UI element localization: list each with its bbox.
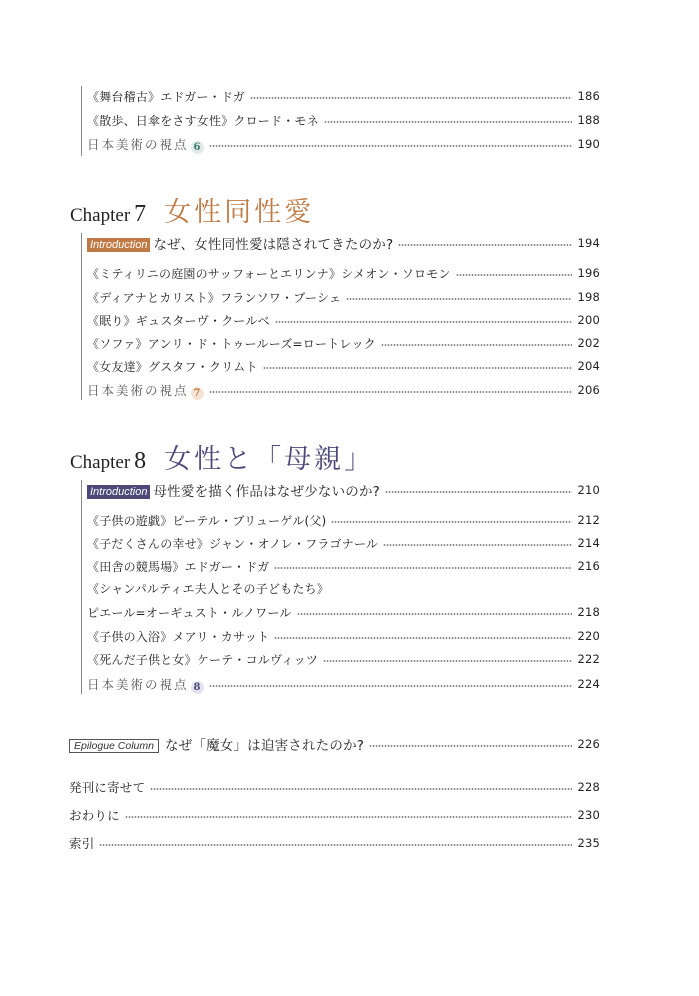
leader-dots (274, 567, 572, 569)
page-number: 214 (577, 536, 600, 550)
entry-title: ピエール=オーギュスト・ルノワール (87, 605, 292, 620)
leader-dots (125, 816, 573, 818)
viewpoint-text: 日本美術の視点 (87, 676, 189, 692)
entry-title: 《舞台稽古》エドガー・ドガ (87, 89, 245, 104)
toc-entry[interactable] (87, 649, 600, 669)
toc-entry[interactable] (87, 333, 600, 353)
toc-entry[interactable] (87, 510, 600, 530)
page-number: 200 (577, 313, 600, 327)
introduction-entry[interactable] (87, 480, 600, 500)
toc-entry[interactable] (87, 626, 600, 646)
leader-dots (369, 745, 572, 747)
leader-dots (275, 321, 573, 323)
toc-entry[interactable] (87, 356, 600, 376)
viewpoint-text: 日本美術の視点 (87, 382, 189, 398)
page-number: 186 (577, 89, 600, 103)
introduction-text: 母性愛を描く作品はなぜ少ないのか? (153, 484, 381, 500)
entry-title: 《ソファ》アンリ・ド・トゥールーズ=ロートレック (87, 336, 376, 351)
introduction-entry[interactable] (87, 233, 600, 253)
leader-dots (274, 637, 572, 639)
introduction-tag: Introduction (87, 485, 150, 499)
viewpoint-label (87, 135, 204, 154)
entry-title: 《田舎の競馬場》エドガー・ドガ (87, 559, 270, 574)
chapter-label: Chapter (70, 205, 131, 226)
page-number: 198 (577, 290, 600, 304)
chapter-label: Chapter (70, 452, 131, 473)
entry-title: 《子だくさんの幸せ》ジャン・オノレ・フラゴナール (87, 536, 379, 551)
entry-title: 《眠り》ギュスターヴ・クールベ (87, 313, 270, 328)
toc-entry[interactable] (87, 86, 600, 106)
section-bar (81, 233, 82, 400)
page-number: 226 (577, 737, 600, 751)
viewpoint-number-badge: 7 (191, 387, 204, 400)
chapter-number: 7 (134, 201, 147, 227)
page-number: 196 (577, 266, 600, 280)
leader-dots (324, 121, 573, 123)
leader-dots (346, 298, 572, 300)
chapter-title: 女性同性愛 (164, 197, 315, 228)
chapter-8-heading (70, 437, 374, 476)
leader-dots (331, 521, 572, 523)
leader-dots (323, 660, 572, 662)
page-number: 216 (577, 559, 600, 573)
chapter-number: 8 (134, 448, 147, 474)
entry-title: 《女友達》グスタフ・クリムト (87, 359, 258, 374)
introduction-text: なぜ、女性同性愛は隠されてきたのか? (153, 237, 394, 253)
page-number: 220 (577, 629, 600, 643)
toc-entry[interactable] (87, 602, 600, 622)
toc-entry[interactable] (87, 263, 600, 283)
page-number: 188 (577, 113, 600, 127)
page-number: 190 (577, 137, 600, 151)
section-bar (81, 86, 82, 156)
leader-dots (398, 244, 572, 246)
page-number: 206 (577, 383, 600, 397)
entry-title: 発刊に寄せて (69, 780, 146, 795)
viewpoint-number-badge: 8 (191, 681, 204, 694)
toc-entry[interactable] (69, 805, 600, 825)
leader-dots (99, 844, 572, 846)
leader-dots (381, 344, 573, 346)
page-number: 235 (577, 836, 600, 850)
viewpoint-entry[interactable] (87, 134, 600, 154)
page-number: 194 (577, 236, 600, 250)
page-number: 222 (577, 652, 600, 666)
leader-dots (383, 544, 572, 546)
page-number: 218 (577, 605, 600, 619)
toc-entry[interactable] (87, 533, 600, 553)
introduction-tag: Introduction (87, 238, 150, 252)
page-number: 210 (577, 483, 600, 497)
entry-title: 索引 (69, 836, 95, 851)
entry-title: 《ミティリニの庭園のサッフォーとエリンナ》シメオン・ソロモン (87, 266, 451, 281)
toc-entry[interactable] (87, 578, 600, 598)
leader-dots (297, 613, 573, 615)
page-number: 224 (577, 677, 600, 691)
toc-entry[interactable] (69, 777, 600, 797)
leader-dots (250, 97, 573, 99)
leader-dots (150, 788, 572, 790)
entry-title: 《散歩、日傘をさす女性》クロード・モネ (87, 113, 319, 128)
entry-title: 《ディアナとカリスト》フランソワ・ブーシェ (87, 290, 342, 305)
entry-title: 《子供の入浴》メアリ・カサット (87, 629, 270, 644)
page-number: 212 (577, 513, 600, 527)
epilogue-tag: Epilogue Column (69, 739, 159, 753)
viewpoint-number-badge: 6 (191, 141, 204, 154)
leader-dots (263, 367, 573, 369)
leader-dots (456, 274, 573, 276)
section-bar (81, 480, 82, 694)
chapter-7-heading (70, 190, 314, 229)
viewpoint-entry[interactable] (87, 380, 600, 400)
page-number: 202 (577, 336, 600, 350)
leader-dots (209, 685, 573, 687)
entry-title: おわりに (69, 808, 120, 823)
page-number: 204 (577, 359, 600, 373)
epilogue-entry[interactable] (69, 734, 600, 754)
leader-dots (209, 391, 573, 393)
entry-title: 《シャンパルティエ夫人とその子どもたち》 (87, 581, 329, 596)
entry-title: 《子供の遊戯》ピーテル・ブリューゲル(父) (87, 513, 327, 528)
chapter-title: 女性と「母親」 (164, 444, 375, 475)
toc-entry[interactable] (87, 110, 600, 130)
leader-dots (209, 145, 573, 147)
epilogue-text: なぜ「魔女」は迫害されたのか? (164, 738, 365, 754)
viewpoint-entry[interactable] (87, 674, 600, 694)
page-number: 230 (577, 808, 600, 822)
leader-dots (385, 491, 572, 493)
entry-title: 《死んだ子供と女》ケーテ・コルヴィッツ (87, 652, 319, 667)
viewpoint-text: 日本美術の視点 (87, 136, 189, 152)
toc-entry[interactable] (87, 287, 600, 307)
toc-entry[interactable] (87, 310, 600, 330)
toc-entry[interactable] (69, 833, 600, 853)
page-number: 228 (577, 780, 600, 794)
toc-entry[interactable] (87, 556, 600, 576)
